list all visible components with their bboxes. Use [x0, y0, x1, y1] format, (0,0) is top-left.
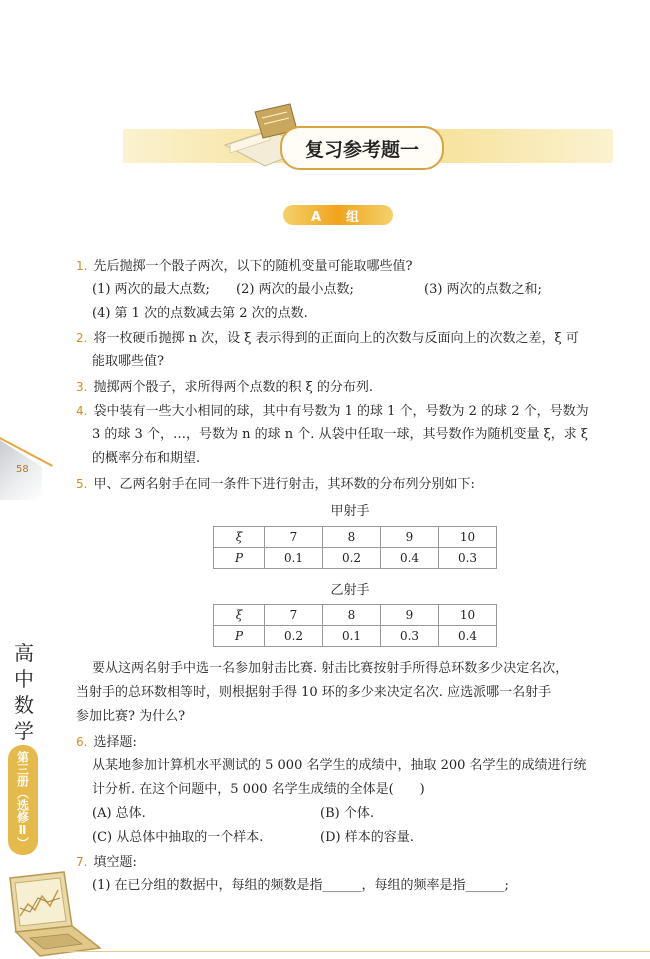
q1-option-2: (2) 两次的最小点数; [236, 282, 354, 297]
question-number: 1. [76, 259, 88, 273]
table-cell: ξ [214, 527, 265, 548]
book-title: 高中数学 [14, 641, 34, 743]
question-6-cont: 从某地参加计算机水平测试的 5 000 名学生的成绩中，抽取 200 名学生的成绩进行统 [92, 758, 587, 773]
question-text: 抛掷两个骰子，求所得两个点数的积 ξ 的分布列. [93, 380, 374, 395]
table-cell: 8 [323, 605, 381, 626]
question-2 [76, 329, 579, 348]
table-row [214, 626, 497, 647]
question-2-cont: 能取哪些值? [92, 354, 164, 369]
distribution-table-a [213, 526, 497, 569]
q1-option-1: (1) 两次的最大点数; [92, 282, 210, 297]
table-cell: 0.2 [323, 548, 381, 569]
table-row [214, 527, 497, 548]
question-5-cont: 要从这两名射手中选一名参加射击比赛. 射击比赛按射手所得总环数多少决定名次， [92, 661, 569, 676]
question-5 [76, 475, 475, 494]
q6-option-d: (D) 样本的容量. [320, 830, 414, 845]
question-1 [76, 257, 412, 276]
question-3 [76, 378, 373, 397]
table-cell: 7 [265, 605, 323, 626]
table-cell: 0.4 [381, 548, 439, 569]
question-number: 3. [76, 380, 88, 394]
question-text: 填空题: [93, 855, 137, 870]
question-text: 选择题: [93, 735, 137, 750]
table-cell: 10 [439, 527, 497, 548]
table-cell: 9 [381, 605, 439, 626]
volume-label: 第三册（选修Ⅱ） [8, 745, 38, 855]
table-cell: 8 [323, 527, 381, 548]
q6-option-a: (A) 总体. [92, 806, 146, 821]
table-cell: 0.3 [439, 548, 497, 569]
table-cell: 0.1 [265, 548, 323, 569]
question-number: 7. [76, 855, 88, 869]
table-cell: 10 [439, 605, 497, 626]
question-5-cont: 参加比赛? 为什么? [76, 709, 186, 724]
question-number: 4. [76, 404, 88, 418]
question-text: 袋中装有一些大小相同的球，其中有号数为 1 的球 1 个，号数为 2 的球 2 个，号数为 [93, 404, 589, 419]
q1-option-4: (4) 第 1 次的点数减去第 2 次的点数. [92, 306, 308, 321]
q6-option-b: (B) 个体. [320, 806, 374, 821]
table-cell: P [214, 626, 265, 647]
table-cell: 0.4 [439, 626, 497, 647]
table-cell: 7 [265, 527, 323, 548]
question-number: 5. [76, 477, 88, 491]
table-row [214, 605, 497, 626]
laptop-icon [2, 868, 102, 958]
table-cell: 9 [381, 527, 439, 548]
question-number: 2. [76, 331, 88, 345]
question-6-cont: 计分析. 在这个问题中，5 000 名学生成绩的全体是( ) [92, 782, 425, 797]
question-7-cont: (1) 在已分组的数据中，每组的频数是指______，每组的频率是指______; [92, 878, 509, 893]
q6-option-c: (C) 从总体中抽取的一个样本. [92, 830, 264, 845]
page-number: 58 [16, 464, 29, 475]
table-title-a: 甲射手 [330, 504, 370, 519]
question-4-cont: 3 的球 3 个，…，号数为 n 的球 n 个. 从袋中任取一球，其号数作为随机变量 ξ，求 ξ [92, 427, 589, 442]
question-text: 将一枚硬币抛掷 n 次，设 ξ 表示得到的正面向上的次数与反面向上的次数之差，ξ 可 [93, 331, 579, 346]
table-cell: 0.2 [265, 626, 323, 647]
section-title: 复习参考题一 [280, 126, 444, 170]
question-number: 6. [76, 735, 88, 749]
question-6 [76, 733, 137, 752]
question-text: 先后抛掷一个骰子两次，以下的随机变量可能取哪些值? [93, 259, 413, 274]
table-title-b: 乙射手 [330, 583, 370, 598]
table-cell: 0.1 [323, 626, 381, 647]
table-row [214, 548, 497, 569]
table-cell: 0.3 [381, 626, 439, 647]
group-label: A 组 [283, 205, 393, 225]
table-cell: ξ [214, 605, 265, 626]
footer-rule [40, 951, 650, 952]
question-text: 甲、乙两名射手在同一条件下进行射击，其环数的分布列分别如下: [93, 477, 475, 492]
q1-option-3: (3) 两次的点数之和; [424, 282, 542, 297]
table-cell: P [214, 548, 265, 569]
distribution-table-b [213, 604, 497, 647]
question-4 [76, 402, 589, 421]
question-5-cont: 当射手的总环数相等时，则根据射手得 10 环的多少来决定名次. 应选派哪一名射手 [76, 685, 552, 700]
question-4-cont: 的概率分布和期望. [92, 451, 201, 466]
